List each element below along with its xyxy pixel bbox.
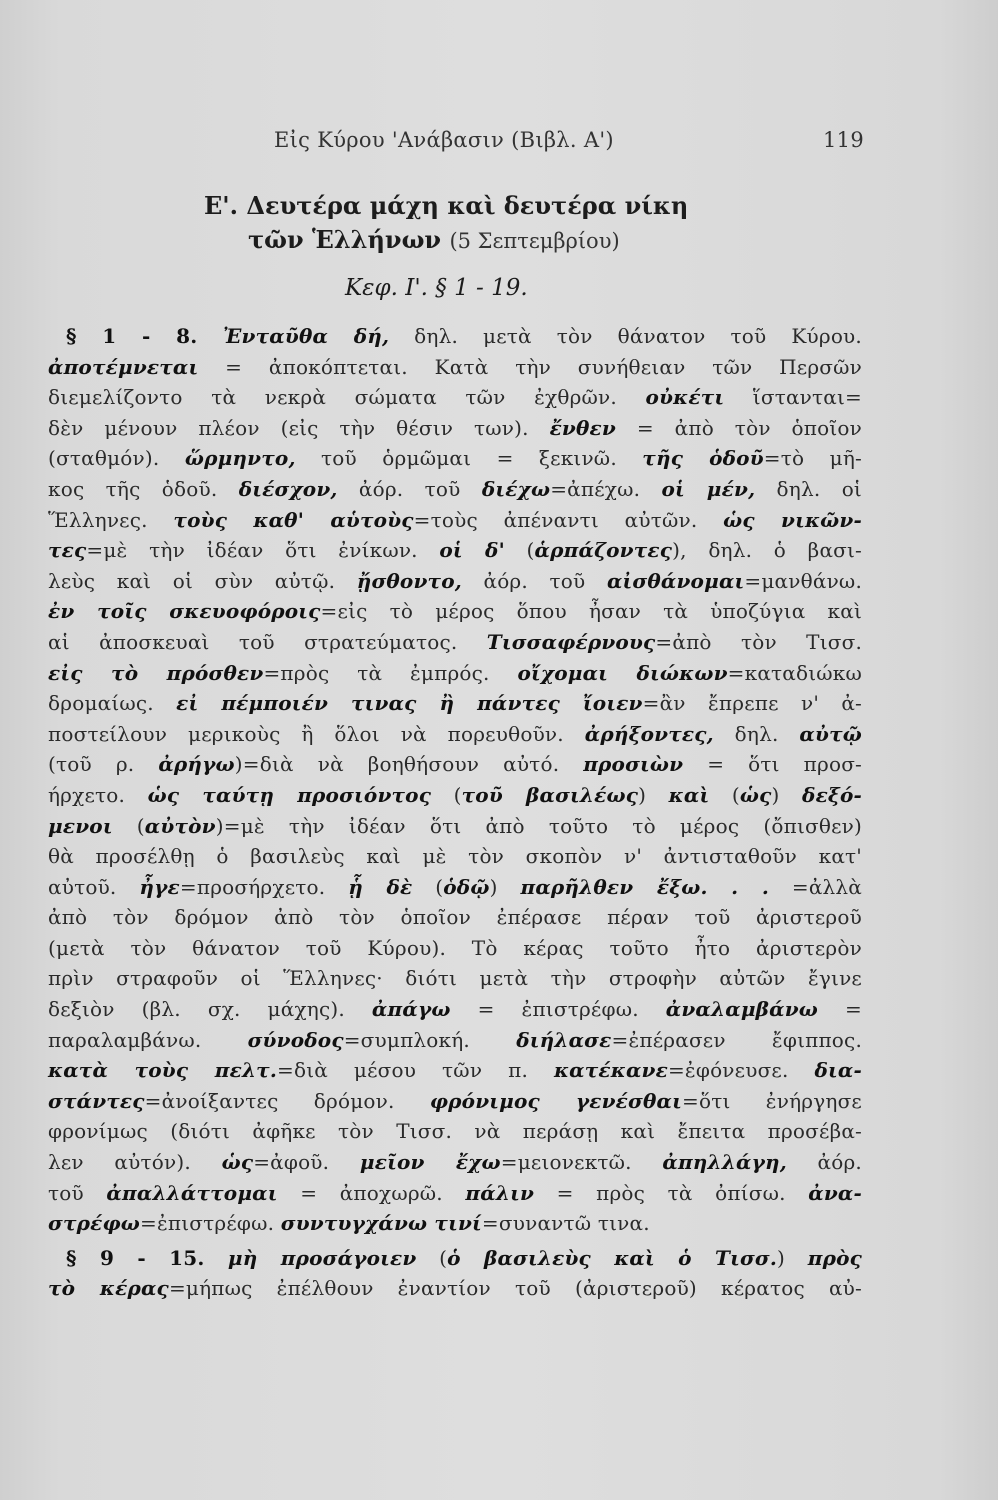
text-line [48, 352, 862, 383]
text-line [48, 627, 862, 658]
lemma-term: συντυγχάνω τινί [280, 1211, 482, 1236]
gloss-text: παραλαμβάνω. [48, 1027, 248, 1052]
text-line [48, 658, 862, 689]
gloss-text: ) [771, 782, 803, 807]
gloss-text: = ἀποκόπτεται. Κατὰ τὴν συνήθειαν τῶν Περσῶν [198, 354, 862, 379]
lemma-term: μενοι [48, 813, 113, 838]
gloss-text: θὰ προσέλθῃ ὁ βασιλεὺς καὶ μὲ τὸν σκοπὸν ν' ἀντισταθοῦν κατ' [48, 844, 862, 869]
lemma-term: μεῖον ἔχω [359, 1150, 501, 1175]
lemma-term: ἀρήξοντες, [584, 721, 714, 746]
gloss-text: κος τῆς ὁδοῦ. [48, 476, 239, 501]
lemma-term: κατὰ τοὺς πελτ. [48, 1058, 278, 1083]
gloss-text: =μανθάνω. [744, 568, 862, 593]
gloss-text: λεὺς καὶ οἱ σὺν αὐτῷ. [48, 568, 357, 593]
text-line [48, 596, 862, 627]
gloss-text: =ἐπέρασεν ἔφιππος. [611, 1027, 862, 1052]
lemma-term: παρῆλθεν ἔξω. . . [520, 874, 769, 899]
gloss-text: =διὰ μέσου τῶν π. [277, 1058, 554, 1083]
lemma-term: σύνοδος [247, 1027, 344, 1052]
lemma-term: εἰς τὸ πρόσθεν [48, 660, 264, 685]
text-line [48, 474, 862, 505]
lemma-term: ἦγε [139, 874, 180, 899]
gloss-text: ήρχετο. [48, 782, 148, 807]
text-line [48, 1086, 862, 1117]
gloss-text: ἀπὸ τὸν δρόμον ἀπὸ τὸν ὁποῖον ἐπέρασε πέραν τοῦ ἀριστεροῦ [48, 905, 862, 930]
gloss-text: =ὅτι ἐνήργησε [682, 1088, 862, 1113]
gloss-text: =μειονεκτῶ. [500, 1150, 663, 1175]
gloss-text: ( [504, 538, 535, 563]
gloss-text: ( [416, 1245, 448, 1270]
lemma-term: ἀρήγω [158, 752, 235, 777]
text-line [48, 1243, 862, 1274]
lemma-term: ὡς [221, 1150, 254, 1175]
text-line [48, 872, 862, 903]
text-line [48, 1055, 862, 1086]
lemma-term: δεξό- [802, 782, 863, 807]
gloss-text: =ἀλλὰ [769, 874, 863, 899]
lemma-term: οἴχομαι διώκων [517, 660, 728, 685]
lemma-term: ᾔσθοντο, [356, 568, 462, 593]
lemma-term: αὐτὸν [144, 813, 216, 838]
gloss-text: = ἐπιστρέφω. [450, 997, 666, 1022]
text-line [48, 413, 862, 444]
lemma-term: τοὺς καθ' αὑτοὺς [173, 507, 414, 532]
gloss-text: = [818, 997, 863, 1022]
text-line [48, 902, 862, 933]
lemma-term: ᾗ δὲ [348, 874, 413, 899]
lemma-term: ἀποτέμνεται [48, 354, 199, 379]
gloss-text: δεξιὸν (βλ. σχ. μάχης). [48, 997, 372, 1022]
text-line [48, 749, 862, 780]
gloss-text: ἵστανται= [724, 385, 863, 410]
gloss-text: τοῦ ὁρμῶμαι = ξεκινῶ. [295, 446, 643, 471]
gloss-text: ποστείλουν μερικοὺς ἢ ὅλοι νὰ πορευθοῦν. [48, 721, 585, 746]
lemma-term: τὸ κέρας [48, 1276, 169, 1301]
lemma-term: πάλιν [465, 1180, 535, 1205]
gloss-text: =μήπως ἐπέλθουν ἐναντίον τοῦ (ἀριστεροῦ) κέρατος αὐ- [168, 1276, 862, 1301]
lemma-term: τες [48, 538, 87, 563]
lemma-term: ὡς νικῶν- [723, 507, 863, 532]
gloss-text: δὲν μένουν πλέον (εἰς τὴν θέσιν των). [48, 415, 550, 440]
chapter-reference: Κεφ. Ι'. § 1 - 19. [345, 275, 528, 301]
section-title-line-2 [248, 225, 848, 254]
gloss-text: φρονίμως (διότι ἀφῆκε τὸν Τισσ. νὰ περάσῃ καὶ ἔπειτα προσέβα- [48, 1119, 862, 1144]
gloss-text: ) [777, 1245, 808, 1270]
gloss-text: =ἀνοίξαντες δρόμον. [144, 1088, 430, 1113]
lemma-term: εἰ πέμποιέν τινας ἢ πάντες ἴοιεν [176, 691, 643, 716]
gloss-text: (μετὰ τὸν θάνατον τοῦ Κύρου). Τὸ κέρας τοῦτο ἦτο ἀριστερὸν [48, 935, 862, 960]
lemma-term: ἀπηλλάγη, [662, 1150, 787, 1175]
lemma-term: κατέκανε [553, 1058, 668, 1083]
lemma-term: καὶ [668, 782, 710, 807]
lemma-term: αἰσθάνομαι [606, 568, 745, 593]
text-line [48, 780, 862, 811]
text-line [48, 1178, 862, 1209]
text-line [48, 1025, 862, 1056]
lemma-term: προσιὼν [583, 752, 684, 777]
lemma-term: αὐτῷ [799, 721, 862, 746]
gloss-text: =τὸ μῆ- [763, 446, 863, 471]
gloss-text: =πρὸς τὰ ἐμπρός. [263, 660, 518, 685]
lemma-term: ἁρπάζοντες [534, 538, 673, 563]
lemma-term: διήλασε [516, 1027, 612, 1052]
gloss-text: ( [431, 782, 462, 807]
lemma-term: οἱ μέν, [661, 476, 756, 501]
lemma-term: ὁ βασιλεὺς καὶ ὁ Τισσ. [447, 1245, 778, 1270]
lemma-term: οἱ δ' [439, 538, 505, 563]
text-line [48, 1116, 862, 1147]
lemma-term: ὡς [739, 782, 772, 807]
text-line [48, 1208, 862, 1239]
text-line [48, 1273, 862, 1304]
paragraph-reference: § 1 - 8. [66, 324, 223, 348]
gloss-text: =μὲ τὴν ἰδέαν ὅτι ἐνίκων. [86, 538, 440, 563]
running-header [48, 128, 868, 158]
gloss-text: ( [709, 782, 740, 807]
gloss-text: ) [638, 782, 669, 807]
gloss-text: =ἐφόνευσε. [667, 1058, 815, 1083]
section-title-bold: τῶν Ἑλλήνων [248, 225, 442, 254]
text-line [48, 1147, 862, 1178]
running-title: Εἰς Κύρου 'Ανάβασιν (Βιβλ. Α') [274, 128, 614, 152]
text-line [48, 321, 862, 352]
gloss-text: =ἀπέχω. [550, 476, 662, 501]
gloss-text: ( [112, 813, 145, 838]
lemma-term: ὡς ταύτῃ προσιόντος [147, 782, 432, 807]
gloss-text: = ἀπὸ τὸν ὁποῖον [615, 415, 862, 440]
lemma-term: ἔνθεν [549, 415, 616, 440]
text-line [48, 994, 862, 1025]
gloss-text: = ὅτι προσ- [683, 752, 862, 777]
text-line [48, 688, 862, 719]
text-line [48, 382, 862, 413]
lemma-term: ἐν τοῖς σκευοφόροις [48, 599, 321, 624]
lemma-term: δια- [814, 1058, 863, 1083]
lemma-term: ὥρμηντο, [184, 446, 296, 471]
text-line [48, 933, 862, 964]
gloss-text: =προσήρχετο. [179, 874, 349, 899]
text-line [48, 963, 862, 994]
text-line [48, 566, 862, 597]
gloss-text: =συμπλοκή. [343, 1027, 517, 1052]
gloss-text: αἱ ἀποσκευαὶ τοῦ στρατεύματος. [48, 629, 487, 654]
gloss-text: =καταδιώκω [727, 660, 862, 685]
gloss-text: = πρὸς τὰ ὀπίσω. [534, 1180, 809, 1205]
gloss-text: ( [412, 874, 444, 899]
text-line [48, 535, 862, 566]
lemma-term: μὴ προσάγοιεν [227, 1245, 417, 1270]
gloss-text: αὐτοῦ. [48, 874, 140, 899]
gloss-text: =ἐπιστρέφω. [140, 1211, 281, 1236]
lemma-term: ὁδῷ [443, 874, 490, 899]
gloss-text: ἀόρ. τοῦ [337, 476, 482, 501]
commentary-text [48, 321, 862, 1304]
gloss-text: (τοῦ ρ. [48, 752, 159, 777]
text-line [48, 841, 862, 872]
text-line [48, 505, 862, 536]
gloss-text: =ἀπὸ τὸν Τισσ. [655, 629, 862, 654]
gloss-text: =τοὺς ἀπέναντι αὐτῶν. [413, 507, 724, 532]
text-line [48, 811, 862, 842]
lemma-term: πρὸς [807, 1245, 862, 1270]
gloss-text: =εἰς τὸ μέρος ὅπου ἦσαν τὰ ὑποζύγια καὶ [320, 599, 862, 624]
gloss-text: τοῦ [48, 1180, 107, 1205]
text-line [48, 719, 862, 750]
lemma-term: διέχω [481, 476, 551, 501]
gloss-text: (σταθμόν). [48, 446, 185, 471]
gloss-text: Ἕλληνες. [48, 507, 174, 532]
lemma-term: οὐκέτι [645, 385, 725, 410]
section-title-line-1: Ε'. Δευτέρα μάχη καὶ δευτέρα νίκη [204, 191, 689, 220]
lemma-term: Ἐνταῦθα δή, [223, 324, 390, 348]
gloss-text: )=διὰ νὰ βοηθήσουν αὐτό. [234, 752, 584, 777]
gloss-text: ), δηλ. ὁ βασι- [672, 538, 863, 563]
gloss-text: = ἀποχωρῶ. [277, 1180, 466, 1205]
lemma-term: διέσχον, [238, 476, 338, 501]
lemma-term: στρέφω [48, 1211, 141, 1236]
lemma-term: Τισσαφέρνους [486, 629, 656, 654]
gloss-text: διεμελίζοντο τὰ νεκρὰ σώματα τῶν ἐχθρῶν. [48, 385, 646, 410]
section-title-date: (5 Σεπτεμβρίου) [449, 229, 620, 253]
gloss-text: δηλ. οἱ [755, 476, 862, 501]
lemma-term: ἀπάγω [371, 997, 451, 1022]
lemma-term: τοῦ βασιλέως [461, 782, 639, 807]
gloss-text: )=μὲ τὴν ἰδέαν ὅτι ἀπὸ τοῦτο τὸ μέρος (ὄπισθεν) [215, 813, 862, 838]
gloss-text: ἀόρ. [786, 1150, 862, 1175]
gloss-text: λεν αὐτόν). [48, 1150, 222, 1175]
lemma-term: τῆς ὁδοῦ [642, 446, 764, 471]
gloss-text: =ἂν ἔπρεπε ν' ἀ- [642, 691, 862, 716]
gloss-text: =ἀφοῦ. [253, 1150, 360, 1175]
lemma-term: φρόνιμος γενέσθαι [429, 1088, 682, 1113]
gloss-text: πρὶν στραφοῦν οἱ Ἕλληνες· διότι μετὰ τὴν στροφὴν αὐτῶν ἔγινε [48, 966, 862, 991]
gloss-text: ἀόρ. τοῦ [461, 568, 607, 593]
lemma-term: στάντες [48, 1088, 145, 1113]
lemma-term: ἀναλαμβάνω [665, 997, 819, 1022]
gloss-text: δρομαίως. [48, 691, 177, 716]
text-line [48, 443, 862, 474]
gloss-text: δηλ. [713, 721, 800, 746]
page-number: 119 [823, 128, 864, 152]
gloss-text: δηλ. μετὰ τὸν θάνατον τοῦ Κύρου. [389, 324, 862, 348]
paragraph-reference: § 9 - 15. [66, 1245, 228, 1270]
lemma-term: ἀνα- [808, 1180, 862, 1205]
gloss-text: =συναντῶ τινα. [481, 1211, 650, 1236]
lemma-term: ἀπαλλάττομαι [106, 1180, 278, 1205]
gloss-text: ) [489, 874, 521, 899]
